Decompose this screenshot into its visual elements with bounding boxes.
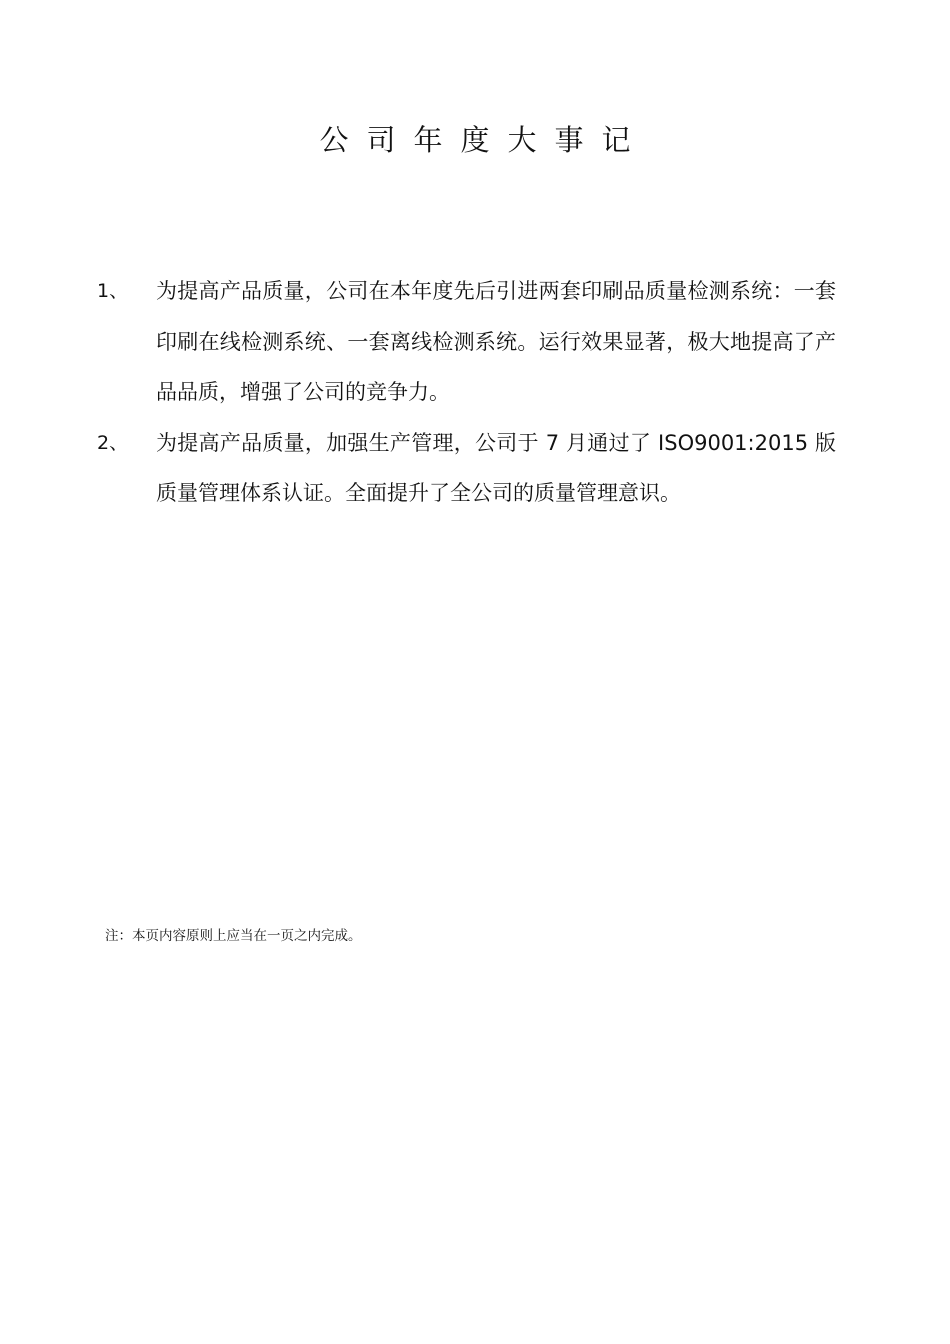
- event-text: 为提高产品质量，公司在本年度先后引进两套印刷品质量检测系统：一套印刷在线检测系统、一套离线检测系统。运行效果显著，极大地提高了产品品质，增强了公司的竞争力。: [156, 279, 836, 404]
- events-list: [0, 266, 950, 519]
- footnote: 注：本页内容原则上应当在一页之内完成。: [105, 928, 362, 944]
- event-number: 1、: [97, 280, 129, 302]
- event-item-1: [0, 266, 836, 418]
- event-text: 为提高产品质量，加强生产管理，公司于 7 月通过了 ISO9001:2015 版质量管理体系认证。全面提升了全公司的质量管理意识。: [156, 430, 836, 505]
- event-number: 2、: [97, 431, 129, 454]
- page-title: 公司年度大事记: [319, 123, 649, 157]
- event-item-2: [0, 418, 836, 519]
